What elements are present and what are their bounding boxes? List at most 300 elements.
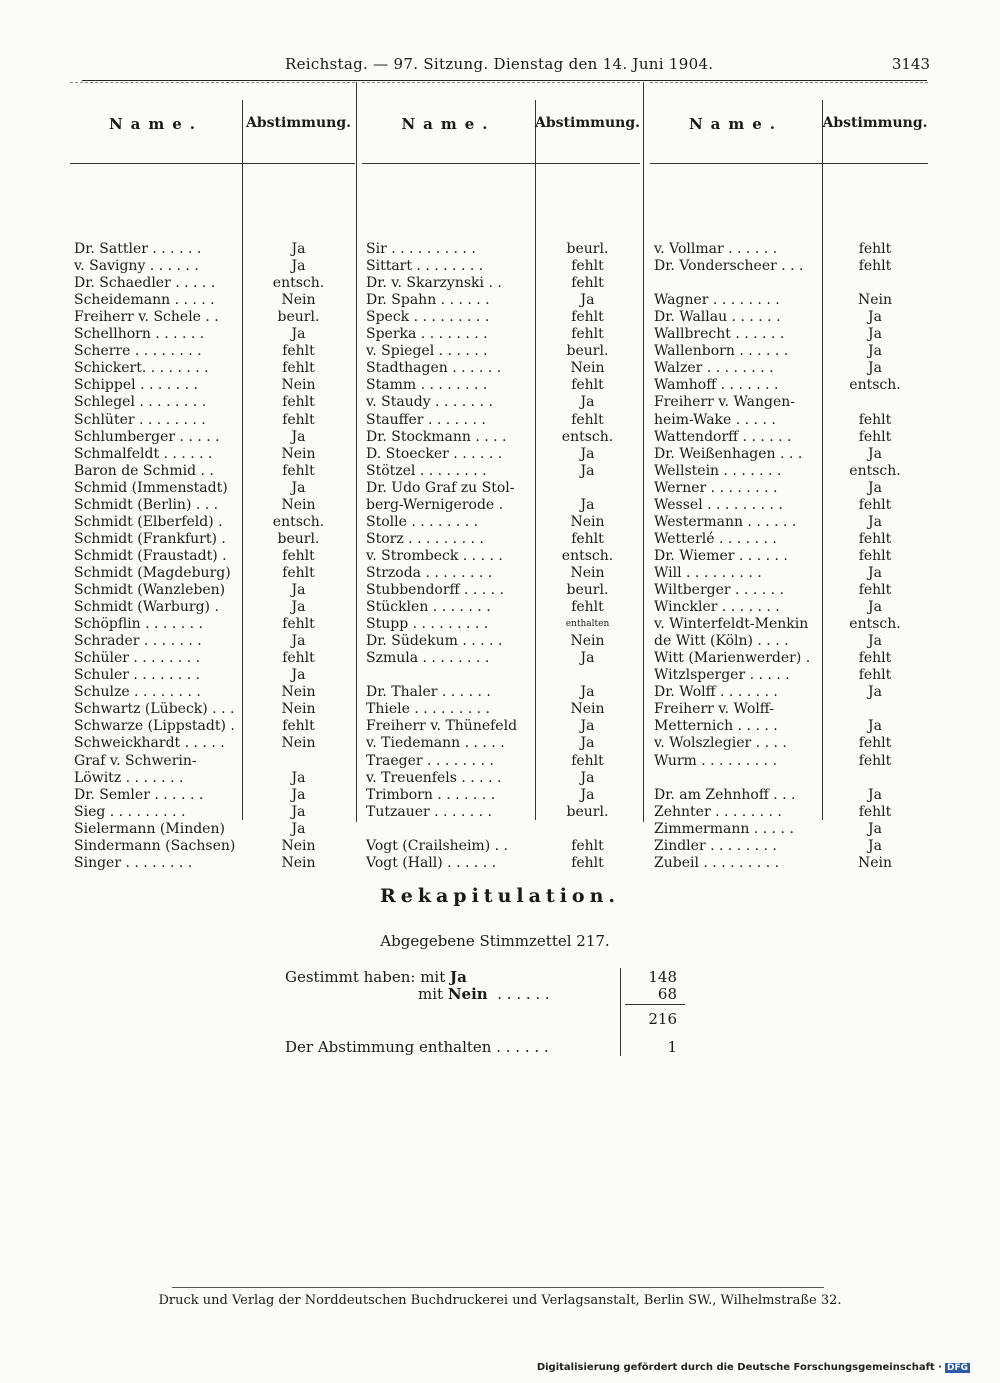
- member-name: Tutzauer . . . . . . .: [366, 803, 492, 820]
- table-row: [362, 377, 640, 394]
- member-name: Schippel . . . . . . .: [74, 377, 198, 394]
- member-name: berg-Wernigerode .: [366, 496, 504, 513]
- member-name: Schmid (Immenstadt): [74, 479, 228, 496]
- table-row: [70, 718, 355, 735]
- table-row: [70, 480, 355, 497]
- vote-value: Ja: [291, 326, 306, 343]
- recap-abstained-label: Der Abstimmung enthalten . . . . . .: [285, 1038, 549, 1056]
- table-row: [650, 241, 928, 258]
- table-row: [70, 667, 355, 684]
- vote-value: Ja: [868, 786, 882, 803]
- member-name: Schlumberger . . . . .: [74, 428, 220, 445]
- table-row: [70, 855, 355, 872]
- vote-header: Abstimmung.: [246, 115, 351, 131]
- dfg-logo: DFG: [946, 1363, 968, 1373]
- table-row: [362, 770, 640, 787]
- member-name: Schmidt (Elberfeld) .: [74, 513, 223, 530]
- member-name: Schlüter . . . . . . . .: [74, 411, 206, 428]
- table-row: [362, 394, 640, 411]
- table-row: [362, 821, 640, 838]
- table-row: [650, 360, 928, 377]
- table-row: [362, 548, 640, 565]
- vote-value: Ja: [868, 326, 882, 343]
- recap-mit-label: mit: [418, 985, 444, 1003]
- table-row: [650, 394, 928, 411]
- table-row: [650, 565, 928, 582]
- printer-imprint: Druck und Verlag der Norddeutschen Buchdruckerei und Verlagsanstalt, Berlin SW., Wilhelmstraße 32.: [158, 1293, 842, 1308]
- vote-value: Ja: [868, 684, 882, 701]
- table-row: [362, 497, 640, 514]
- table-row: [362, 275, 640, 292]
- table-row: [70, 343, 355, 360]
- member-name: Wurm . . . . . . . . .: [654, 752, 777, 769]
- table-row: [70, 377, 355, 394]
- table-row: [650, 838, 928, 855]
- recap-title: Rekapitulation.: [379, 885, 621, 907]
- table-row: [70, 701, 355, 718]
- vote-value: Ja: [291, 667, 306, 684]
- recap-ja-label: Ja: [450, 968, 467, 986]
- recap-total: 216: [648, 1010, 677, 1028]
- member-name: Dr. Schaedler . . . . .: [74, 275, 216, 292]
- recap-nein-line: [418, 985, 550, 1005]
- vote-header: Abstimmung.: [822, 115, 928, 131]
- name-header: Name.: [688, 115, 784, 133]
- table-row: [70, 787, 355, 804]
- vote-value: fehlt: [282, 343, 315, 360]
- member-name: v. Vollmar . . . . . .: [654, 241, 778, 257]
- member-name: Dr. v. Skarzynski . .: [366, 275, 502, 292]
- member-name: Dr. Vonderscheer . . .: [654, 258, 804, 275]
- vote-value: Nein: [570, 564, 605, 581]
- vote-value: fehlt: [858, 411, 892, 428]
- vote-value: entsch.: [849, 462, 901, 479]
- table-row: [650, 531, 928, 548]
- vote-value: entsch.: [561, 428, 614, 445]
- member-name: Schweickhardt . . . . .: [74, 735, 225, 752]
- recap-nein-label: Nein: [447, 985, 488, 1003]
- vote-value: Ja: [868, 633, 882, 650]
- table-row: [650, 821, 928, 838]
- table-row: [362, 429, 640, 446]
- table-row: [362, 650, 640, 667]
- table-row: [362, 684, 640, 701]
- table-row: [650, 804, 928, 821]
- member-name: de Witt (Köln) . . . .: [654, 633, 789, 650]
- vote-value: fehlt: [858, 547, 892, 564]
- vote-value: fehlt: [571, 326, 604, 343]
- member-name: Dr. Udo Graf zu Stol-: [366, 479, 515, 496]
- member-name: Graf v. Schwerin-: [74, 752, 197, 769]
- member-name: Stamm . . . . . . . .: [366, 377, 488, 394]
- table-row: [362, 531, 640, 548]
- member-name: v. Tiedemann . . . . .: [366, 735, 505, 752]
- vote-value: fehlt: [282, 547, 315, 564]
- member-name: Metternich . . . . .: [654, 718, 778, 735]
- table-row: [650, 377, 928, 394]
- member-name: Dr. Wolff . . . . . . .: [654, 684, 778, 701]
- vote-value: Nein: [857, 292, 893, 309]
- table-row: [70, 821, 355, 838]
- vote-value: Ja: [868, 479, 882, 496]
- vote-value: Nein: [281, 837, 316, 854]
- table-row: [70, 599, 355, 616]
- vote-value: entsch.: [849, 377, 901, 394]
- vote-value: Ja: [580, 496, 595, 513]
- vote-value: fehlt: [858, 650, 892, 667]
- vote-value: Ja: [580, 394, 595, 411]
- vote-value: Ja: [868, 820, 882, 837]
- table-row: [650, 309, 928, 326]
- vote-value: fehlt: [858, 735, 892, 752]
- header-rule: [82, 80, 927, 81]
- member-name: Stötzel . . . . . . . .: [366, 462, 487, 479]
- table-row: [70, 360, 355, 377]
- member-name: Dr. Semler . . . . . .: [74, 786, 204, 803]
- member-name: D. Stoecker . . . . . .: [366, 445, 503, 462]
- page-number: 3143: [891, 55, 930, 73]
- table-row: [362, 565, 640, 582]
- member-name: Dr. Sattler . . . . . .: [74, 241, 202, 257]
- vote-value: Nein: [281, 735, 316, 752]
- member-name: Stücklen . . . . . . .: [366, 599, 491, 616]
- table-row: [70, 241, 355, 258]
- member-name: Dr. Wallau . . . . . .: [654, 309, 781, 326]
- member-name: Wellstein . . . . . . .: [654, 462, 782, 479]
- vote-value: Nein: [281, 292, 316, 309]
- member-name: Löwitz . . . . . . .: [74, 769, 184, 786]
- vote-value: fehlt: [571, 258, 604, 275]
- vote-value: fehlt: [571, 599, 604, 616]
- member-name: Wiltberger . . . . . .: [654, 582, 785, 598]
- table-row: [362, 804, 640, 821]
- member-name: Schmidt (Frankfurt) .: [74, 530, 226, 547]
- vote-value: fehlt: [282, 411, 315, 428]
- table-row: [362, 463, 640, 480]
- table-row: [70, 650, 355, 667]
- vote-value: Nein: [570, 513, 605, 530]
- member-name: Speck . . . . . . . . .: [366, 309, 490, 326]
- table-row: [650, 548, 928, 565]
- member-name: Dr. Weißenhagen . . .: [654, 445, 803, 462]
- table-row: [650, 343, 928, 360]
- recap-sum-rule: [625, 1004, 685, 1005]
- vote-value: beurl.: [277, 309, 320, 326]
- table-row: [362, 667, 640, 684]
- table-row: [70, 497, 355, 514]
- table-row: [70, 258, 355, 275]
- table-row: [362, 735, 640, 752]
- table-row: [362, 787, 640, 804]
- vote-value: fehlt: [571, 275, 604, 292]
- table-row: [650, 633, 928, 650]
- table-row: [70, 548, 355, 565]
- table-row: [362, 599, 640, 616]
- member-name: Schuler . . . . . . . .: [74, 667, 201, 684]
- recap-ja-count: 148: [648, 968, 677, 986]
- table-row: [70, 838, 355, 855]
- member-name: Zindler . . . . . . . .: [654, 837, 777, 854]
- table-row: [70, 582, 355, 599]
- table-row: [70, 684, 355, 701]
- vote-value: fehlt: [858, 752, 892, 769]
- member-name: Sittart . . . . . . . .: [366, 258, 484, 275]
- table-row: [650, 429, 928, 446]
- table-row: [362, 309, 640, 326]
- member-name: Wetterlé . . . . . . .: [654, 530, 777, 547]
- member-name: Zubeil . . . . . . . . .: [654, 854, 780, 871]
- vote-value: Ja: [291, 428, 306, 445]
- vote-value: Ja: [868, 837, 882, 854]
- table-row: [650, 855, 928, 872]
- table-row: [650, 412, 928, 429]
- member-name: v. Winterfeldt-Menkin: [654, 616, 809, 633]
- vote-value: Nein: [281, 854, 316, 871]
- recap-voted-label: Gestimmt haben: mit: [285, 968, 446, 986]
- member-name: Sindermann (Sachsen): [74, 837, 236, 854]
- vote-header: Abstimmung.: [535, 115, 640, 131]
- member-name: v. Strombeck . . . . .: [366, 547, 503, 564]
- member-name: Sir . . . . . . . . . .: [366, 241, 476, 257]
- table-row: [650, 258, 928, 275]
- recap-leader-dots: . . . . . .: [492, 985, 550, 1003]
- member-name: Vogt (Hall) . . . . . .: [366, 854, 497, 871]
- member-name: Storz . . . . . . . . .: [366, 530, 484, 547]
- member-name: Baron de Schmid . .: [74, 462, 214, 479]
- vote-value: Ja: [868, 513, 882, 530]
- vote-value: Ja: [580, 718, 595, 735]
- table-row: [362, 343, 640, 360]
- table-row: [70, 412, 355, 429]
- vote-value: Nein: [570, 633, 605, 650]
- member-name: Witt (Marienwerder) .: [654, 650, 811, 667]
- table-row: [650, 667, 928, 684]
- vote-value: Nein: [281, 377, 316, 394]
- member-name: Stauffer . . . . . . .: [366, 411, 486, 428]
- vote-value: beurl.: [566, 582, 609, 598]
- table-row: [650, 650, 928, 667]
- member-name: Schmidt (Warburg) .: [74, 599, 219, 616]
- table-row: [650, 292, 928, 309]
- vote-value: Ja: [580, 445, 595, 462]
- vote-value: fehlt: [858, 667, 892, 684]
- vote-value: Ja: [868, 445, 882, 462]
- vote-value: beurl.: [566, 803, 609, 820]
- table-row: [70, 770, 355, 787]
- table-row: [362, 326, 640, 343]
- vote-value: fehlt: [858, 530, 892, 547]
- member-name: Schrader . . . . . . .: [74, 633, 202, 650]
- member-name: Schlegel . . . . . . . .: [74, 394, 207, 411]
- vote-value: fehlt: [858, 803, 892, 820]
- vote-value: fehlt: [282, 650, 315, 667]
- name-header: Name.: [401, 115, 496, 133]
- table-row: [70, 531, 355, 548]
- member-name: Schüler . . . . . . . .: [74, 650, 201, 667]
- member-name: Schmalfeldt . . . . . .: [74, 445, 213, 462]
- recap-abstained-count: 1: [667, 1038, 677, 1056]
- member-name: Sielermann (Minden): [74, 820, 225, 837]
- member-name: heim-Wake . . . . .: [654, 411, 776, 428]
- footer-rule: [172, 1287, 824, 1288]
- member-name: Dr. Wiemer . . . . . .: [654, 547, 788, 564]
- member-name: Dr. Thaler . . . . . .: [366, 684, 491, 701]
- member-name: Schickert. . . . . . . .: [74, 360, 209, 377]
- table-row: [362, 616, 640, 633]
- table-row: [362, 582, 640, 599]
- member-name: v. Staudy . . . . . . .: [366, 394, 493, 411]
- vote-value: enthalten: [565, 619, 610, 630]
- member-name: Stubbendorff . . . . .: [366, 582, 504, 598]
- member-name: Wallbrecht . . . . . .: [654, 326, 785, 343]
- member-name: Schulze . . . . . . . .: [74, 684, 201, 701]
- table-row: [362, 838, 640, 855]
- table-row: [650, 514, 928, 531]
- vote-value: fehlt: [571, 309, 604, 326]
- member-name: Strzoda . . . . . . . .: [366, 564, 493, 581]
- member-name: Walzer . . . . . . . .: [654, 360, 774, 377]
- member-name: Stolle . . . . . . . .: [366, 513, 479, 530]
- vote-value: fehlt: [571, 854, 604, 871]
- vote-value: Ja: [868, 564, 882, 581]
- table-row: [70, 633, 355, 650]
- vote-value: fehlt: [282, 616, 315, 633]
- vote-value: Ja: [291, 633, 306, 650]
- table-row: [650, 463, 928, 480]
- table-row: [70, 753, 355, 770]
- table-row: [362, 292, 640, 309]
- member-name: Will . . . . . . . . .: [654, 564, 762, 581]
- table-row: [70, 463, 355, 480]
- vote-value: Ja: [291, 582, 306, 598]
- vote-value: beurl.: [566, 343, 609, 360]
- table-row: [650, 787, 928, 804]
- vote-value: entsch.: [561, 547, 614, 564]
- table-row: [70, 309, 355, 326]
- table-row: [362, 360, 640, 377]
- member-name: Schmidt (Fraustadt) .: [74, 547, 227, 564]
- vote-value: Nein: [857, 854, 893, 871]
- dfg-notice: [537, 1362, 970, 1373]
- table-row: [70, 735, 355, 752]
- vote-value: entsch.: [849, 616, 901, 633]
- table-row: [362, 753, 640, 770]
- vote-value: beurl.: [566, 241, 609, 257]
- member-name: v. Spiegel . . . . . .: [366, 343, 488, 360]
- member-name: Stadthagen . . . . . .: [366, 360, 502, 377]
- member-name: Singer . . . . . . . .: [74, 854, 193, 871]
- member-name: Schellhorn . . . . . .: [74, 326, 205, 343]
- vote-value: entsch.: [272, 275, 325, 292]
- member-name: Vogt (Crailsheim) . .: [366, 837, 508, 854]
- vote-value: fehlt: [858, 582, 892, 598]
- member-name: Dr. Spahn . . . . . .: [366, 292, 490, 309]
- vote-value: Ja: [291, 803, 306, 820]
- vote-value: Ja: [580, 292, 595, 309]
- vote-value: Ja: [291, 241, 306, 257]
- member-name: Dr. am Zehnhoff . . .: [654, 786, 796, 803]
- member-name: Schmidt (Wanzleben): [74, 582, 226, 598]
- member-name: Dr. Südekum . . . . .: [366, 633, 503, 650]
- table-row: [362, 633, 640, 650]
- vote-value: Ja: [580, 650, 595, 667]
- vote-value: Ja: [868, 718, 882, 735]
- vote-value: fehlt: [282, 564, 315, 581]
- table-row: [70, 446, 355, 463]
- vote-value: Nein: [281, 684, 316, 701]
- vote-value: Nein: [281, 701, 316, 718]
- member-name: Freiherr v. Thünefeld: [366, 718, 518, 735]
- table-row: [70, 616, 355, 633]
- member-name: Scheidemann . . . . .: [74, 292, 215, 309]
- column-divider: [643, 82, 644, 822]
- table-row: [650, 582, 928, 599]
- table-row: [362, 701, 640, 718]
- member-name: Freiherr v. Schele . .: [74, 309, 219, 326]
- member-name: Werner . . . . . . . .: [654, 479, 778, 496]
- member-name: Schmidt (Berlin) . . .: [74, 496, 219, 513]
- vote-value: Ja: [291, 599, 306, 616]
- vote-value: fehlt: [858, 241, 892, 257]
- member-name: Freiherr v. Wangen-: [654, 394, 795, 411]
- vote-value: fehlt: [282, 360, 315, 377]
- member-name: Stupp . . . . . . . . .: [366, 616, 489, 633]
- member-name: Trimborn . . . . . . .: [366, 786, 496, 803]
- vote-value: Nein: [570, 360, 605, 377]
- vote-value: Ja: [580, 684, 595, 701]
- table-row: [362, 241, 640, 258]
- member-name: Wagner . . . . . . . .: [654, 292, 780, 309]
- vote-value: Ja: [580, 769, 595, 786]
- table-row: [70, 394, 355, 411]
- table-row: [362, 718, 640, 735]
- vote-value: Ja: [580, 462, 595, 479]
- vote-value: fehlt: [858, 428, 892, 445]
- vote-value: Ja: [291, 479, 306, 496]
- table-row: [362, 258, 640, 275]
- member-name: v. Treuenfels . . . . .: [366, 769, 502, 786]
- table-row: [650, 275, 928, 292]
- table-row: [650, 684, 928, 701]
- table-row: [650, 735, 928, 752]
- table-row: [650, 770, 928, 787]
- member-name: Schwarze (Lippstadt) .: [74, 718, 235, 735]
- name-header: Name.: [108, 115, 204, 133]
- recap-nein-count: 68: [657, 985, 677, 1003]
- member-name: Westermann . . . . . .: [654, 513, 797, 530]
- table-row: [650, 446, 928, 463]
- vote-value: fehlt: [282, 718, 315, 735]
- vote-value: fehlt: [571, 377, 604, 394]
- page-header-title: Reichstag. — 97. Sitzung. Dienstag den 14. Juni 1904.: [285, 55, 714, 73]
- vote-value: entsch.: [272, 513, 325, 530]
- member-name: Wessel . . . . . . . . .: [654, 496, 783, 513]
- vote-value: fehlt: [282, 394, 315, 411]
- vote-value: Ja: [580, 735, 595, 752]
- vote-value: Ja: [291, 258, 306, 275]
- member-name: Schmidt (Magdeburg): [74, 564, 231, 581]
- table-row: [70, 804, 355, 821]
- dfg-notice-text: Digitalisierung gefördert durch die Deutsche Forschungsgemeinschaft ·: [536, 1362, 942, 1373]
- table-row: [650, 718, 928, 735]
- member-name: Freiherr v. Wolff-: [654, 701, 774, 718]
- vote-value: fehlt: [571, 752, 604, 769]
- member-name: Schwartz (Lübeck) . . .: [74, 701, 235, 718]
- vote-value: Ja: [291, 820, 306, 837]
- member-name: Witzlsperger . . . . .: [654, 667, 790, 684]
- vote-value: Ja: [868, 599, 882, 616]
- member-name: Winckler . . . . . . .: [654, 599, 780, 616]
